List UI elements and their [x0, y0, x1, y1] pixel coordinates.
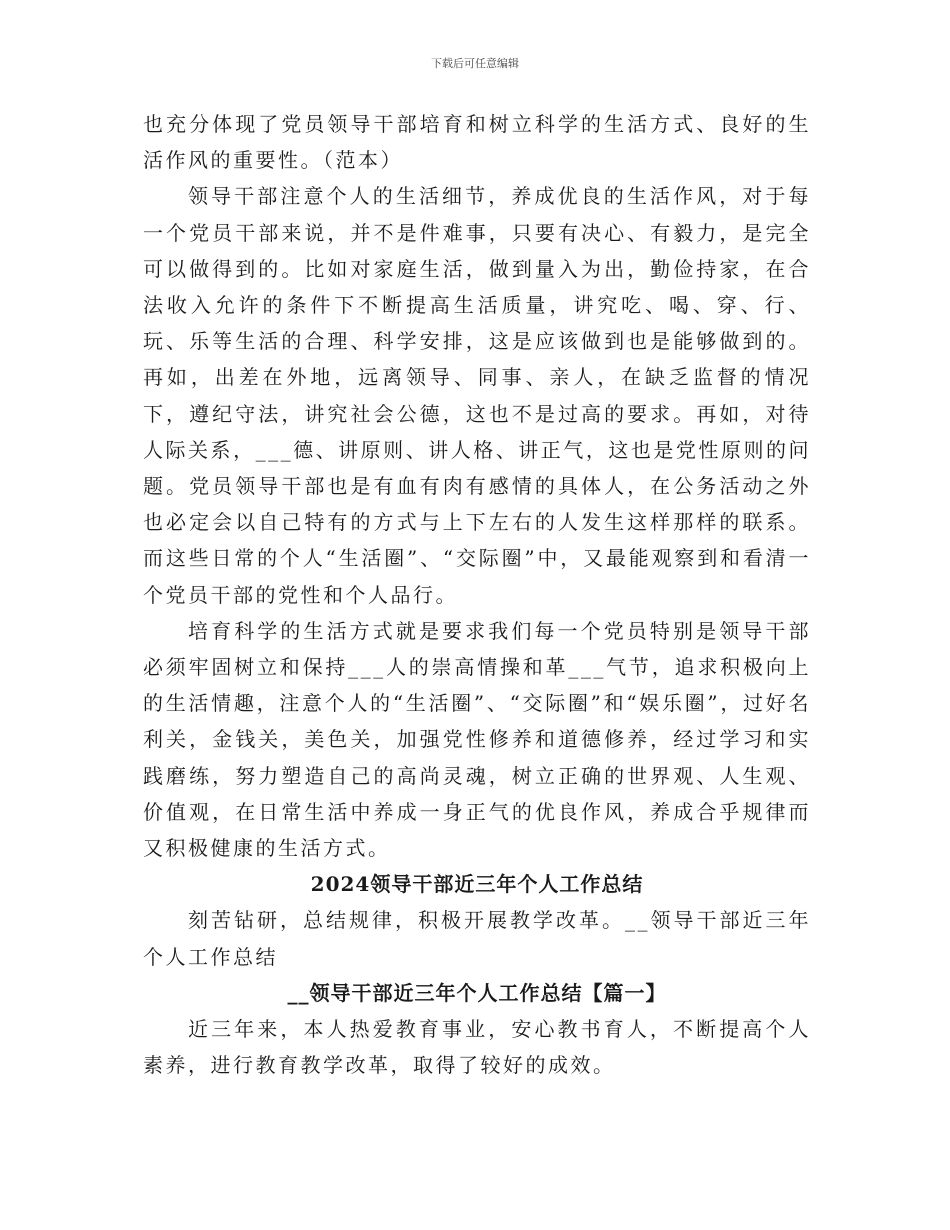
paragraph-5: 近三年来，本人热爱教育事业，安心教书育人，不断提高个人素养，进行教育教学改革，取得了较好的成效。 [143, 1017, 811, 1078]
page-header: 下载后可任意编辑 [431, 57, 519, 70]
paragraph-2: 领导干部注意个人的生活细节，养成优良的生活作风，对于每一个党员干部来说，并不是件难事，只要有决心、有毅力，是完全可以做得到的。比如对家庭生活，做到量入为出，勤俭持家，在合法收入允许的条件下不断提高生活质量，讲究吃、喝、穿、行、玩、乐等生活的合理、科学安排，这是应该做到也是能够做到的。再如，出差在外地，远离领导、同事、亲人，在缺乏监督的情况下，遵纪守法，讲究社会公德，这也不是过高的要求。再如，对待人际关系，___德、讲原则、讲人格、讲正气，这也是党性原则的问题。党员领导干部也是有血有肉有感情的具体人，在公务活动之外也必定会以自己特有的方式与上下左右的人发生这样那样的联系。而这些日常的个人“生活圈”、“交际圈”中，又最能观察到和看清一个党员干部的党性和个人品行。 [143, 184, 811, 607]
paragraph-1: 也充分体现了党员领导干部培育和树立科学的生活方式、良好的生活作风的重要性。（范本） [143, 112, 811, 173]
section-title: 2024领导干部近三年个人工作总结 [310, 872, 644, 897]
subsection-title: __领导干部近三年个人工作总结【篇一】 [287, 980, 667, 1005]
paragraph-3: 培育科学的生活方式就是要求我们每一个党员特别是领导干部必须牢固树立和保持___人的崇高情操和革___气节，追求积极向上的生活情趣，注意个人的“生活圈”、“交际圈”和“娱乐圈”，过好名利关，金钱关，美色关，加强党性修养和道德修养，经过学习和实践磨练，努力塑造自己的高尚灵魂，树立正确的世界观、人生观、价值观，在日常生活中养成一身正气的优良作风，养成合乎规律而又积极健康的生活方式。 [143, 618, 811, 861]
paragraph-4: 刻苦钻研，总结规律，积极开展教学改革。__领导干部近三年个人工作总结 [143, 908, 811, 969]
document-body [143, 106, 811, 1083]
